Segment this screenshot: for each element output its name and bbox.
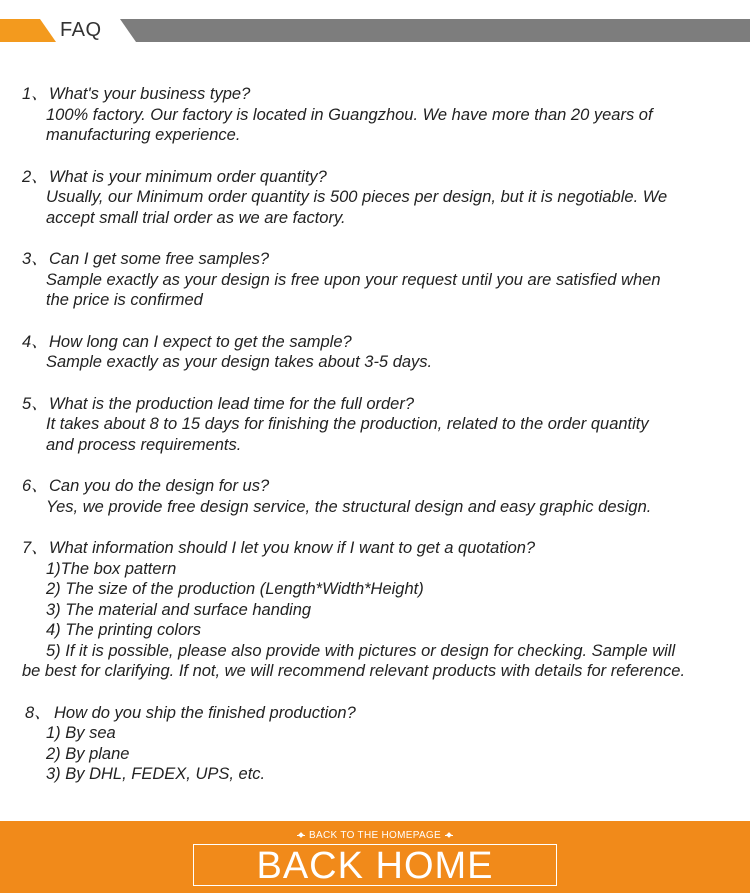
faq-answer-line: be best for clarifying. If not, we will recommend relevant products with details for reference. [22,662,686,680]
faq-number: 4、 [22,332,48,351]
faq-answer-line: manufacturing experience. [46,126,241,144]
faq-number: 3、 [22,250,48,268]
faq-answer-line: accept small trial order as we are factory. [46,208,346,227]
diamond-right-icon [445,835,453,836]
faq-answer-line: 3) The material and surface handing [46,600,312,619]
faq-item-1 [22,84,727,146]
faq-question: How long can I expect to get the sample? [49,332,352,351]
faq-item-4 [22,332,727,373]
faq-item-5 [22,394,727,456]
faq-item-7 [22,538,727,682]
faq-number: 6、 [22,477,48,495]
page-title: FAQ [60,19,102,41]
faq-item-2 [22,167,727,229]
faq-answer-line: 3) By DHL, FEDEX, UPS, etc. [46,765,266,783]
header-gray-bar [120,19,750,42]
faq-answer-line: 2) The size of the production (Length*Width*Height) [46,580,424,598]
faq-number: 7、 [22,539,48,557]
back-home-button[interactable]: BACK HOME [256,845,494,887]
faq-item-6 [22,476,727,517]
faq-answer-line: and process requirements. [46,435,242,454]
faq-item-8 [22,703,727,785]
faq-question: What information should I let you know if I want to get a quotation? [49,539,536,557]
footer-banner [0,821,750,893]
faq-answer-line: 1) By sea [46,724,116,742]
faq-question: How do you ship the finished production? [54,703,356,722]
diamond-left-icon [297,835,305,836]
back-to-homepage-text: BACK TO THE HOMEPAGE [309,830,441,841]
faq-answer-line: 1)The box pattern [46,559,177,578]
faq-answer-line: 5) If it is possible, please also provide with pictures or design for checking. Sample will [46,641,676,660]
faq-answer-line: Sample exactly as your design takes about 3-5 days. [46,353,433,371]
faq-number: 1、 [22,85,48,103]
back-to-homepage-caption [0,830,750,841]
faq-list [22,84,727,806]
faq-question: Can I get some free samples? [49,250,270,268]
faq-question: What's your business type? [49,85,251,103]
faq-answer-line: Yes, we provide free design service, the structural design and easy graphic design. [46,497,652,516]
faq-question: Can you do the design for us? [49,477,270,495]
faq-number: 2、 [22,167,48,186]
faq-question: What is the production lead time for the full order? [49,394,415,413]
faq-answer-line: 4) The printing colors [46,621,201,639]
faq-answer-line: Usually, our Minimum order quantity is 500 pieces per design, but it is negotiable. We [46,188,668,206]
faq-answer-line: 2) By plane [46,744,130,763]
faq-number: 8、 [25,703,51,722]
faq-number: 5、 [22,394,48,413]
faq-answer-line: the price is confirmed [46,291,203,309]
faq-answer-line: Sample exactly as your design is free upon your request until you are satisfied when [46,270,661,289]
faq-question: What is your minimum order quantity? [49,167,327,186]
faq-answer-line: It takes about 8 to 15 days for finishing the production, related to the order quantity [46,415,649,433]
faq-answer-line: 100% factory. Our factory is located in Guangzhou. We have more than 20 years of [46,105,653,124]
faq-item-3 [22,249,727,311]
